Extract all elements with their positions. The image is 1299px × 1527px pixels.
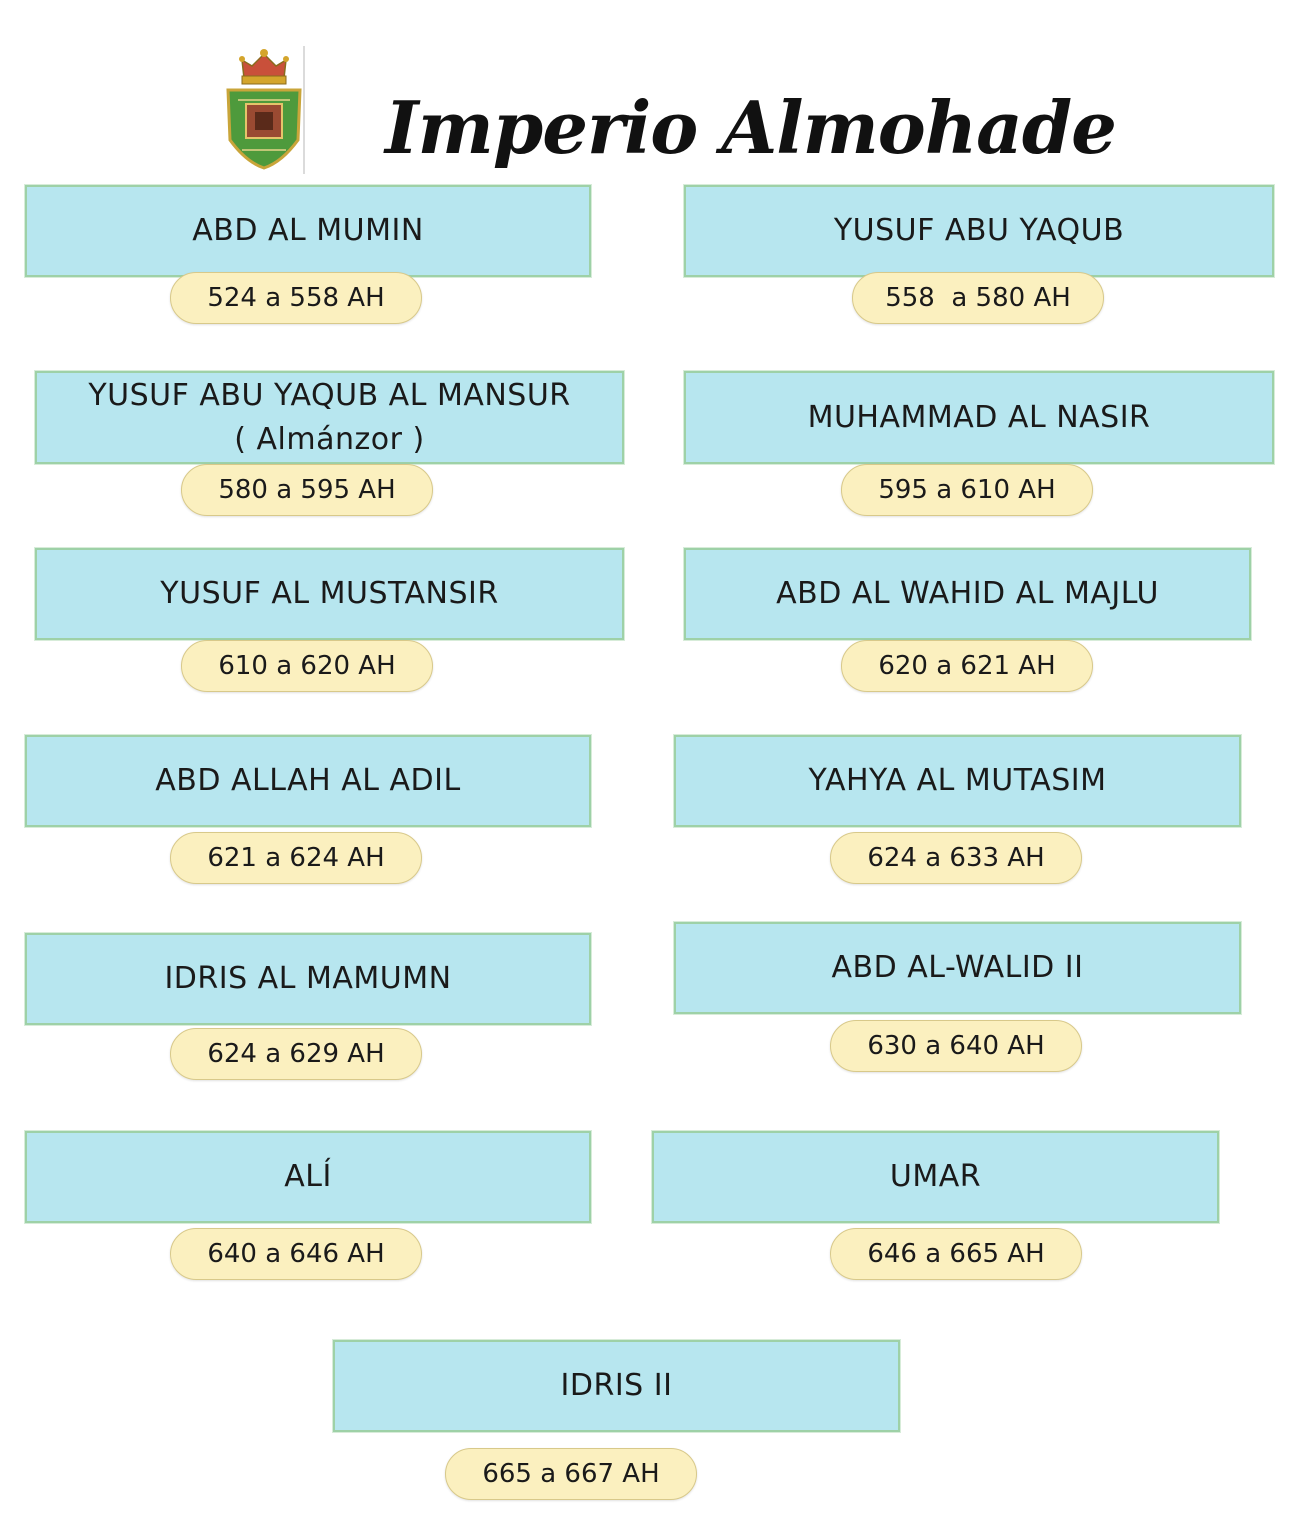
period-badge: 610 a 620 AH (181, 640, 433, 692)
period-badge: 640 a 646 AH (170, 1228, 422, 1280)
ruler-name-box: ABD AL-WALID II (674, 922, 1241, 1014)
period-badge: 624 a 633 AH (830, 832, 1082, 884)
period-badge: 624 a 629 AH (170, 1028, 422, 1080)
page-title: Imperio Almohade (385, 85, 1116, 170)
period-badge: 580 a 595 AH (181, 464, 433, 516)
ruler-name-box: YUSUF ABU YAQUB AL MANSUR ( Almánzor ) (35, 371, 624, 464)
ruler-name-box: YAHYA AL MUTASIM (674, 735, 1241, 827)
period-badge: 620 a 621 AH (841, 640, 1093, 692)
period-badge: 646 a 665 AH (830, 1228, 1082, 1280)
coat-of-arms-icon (222, 44, 306, 176)
period-badge: 665 a 667 AH (445, 1448, 697, 1500)
period-badge: 630 a 640 AH (830, 1020, 1082, 1072)
period-badge: 621 a 624 AH (170, 832, 422, 884)
period-badge: 595 a 610 AH (841, 464, 1093, 516)
ruler-name-box: YUSUF AL MUSTANSIR (35, 548, 624, 640)
ruler-name-box: ABD ALLAH AL ADIL (25, 735, 591, 827)
ruler-name-box: IDRIS II (333, 1340, 900, 1432)
period-badge: 558 a 580 AH (852, 272, 1104, 324)
ruler-name-box: MUHAMMAD AL NASIR (684, 371, 1274, 464)
ruler-name-box: ABD AL MUMIN (25, 185, 591, 277)
ruler-name-box: YUSUF ABU YAQUB (684, 185, 1274, 277)
ruler-name-box: ALÍ (25, 1131, 591, 1223)
ruler-name-box: IDRIS AL MAMUMN (25, 933, 591, 1025)
period-badge: 524 a 558 AH (170, 272, 422, 324)
ruler-name-box: ABD AL WAHID AL MAJLU (684, 548, 1251, 640)
ruler-name-box: UMAR (652, 1131, 1219, 1223)
